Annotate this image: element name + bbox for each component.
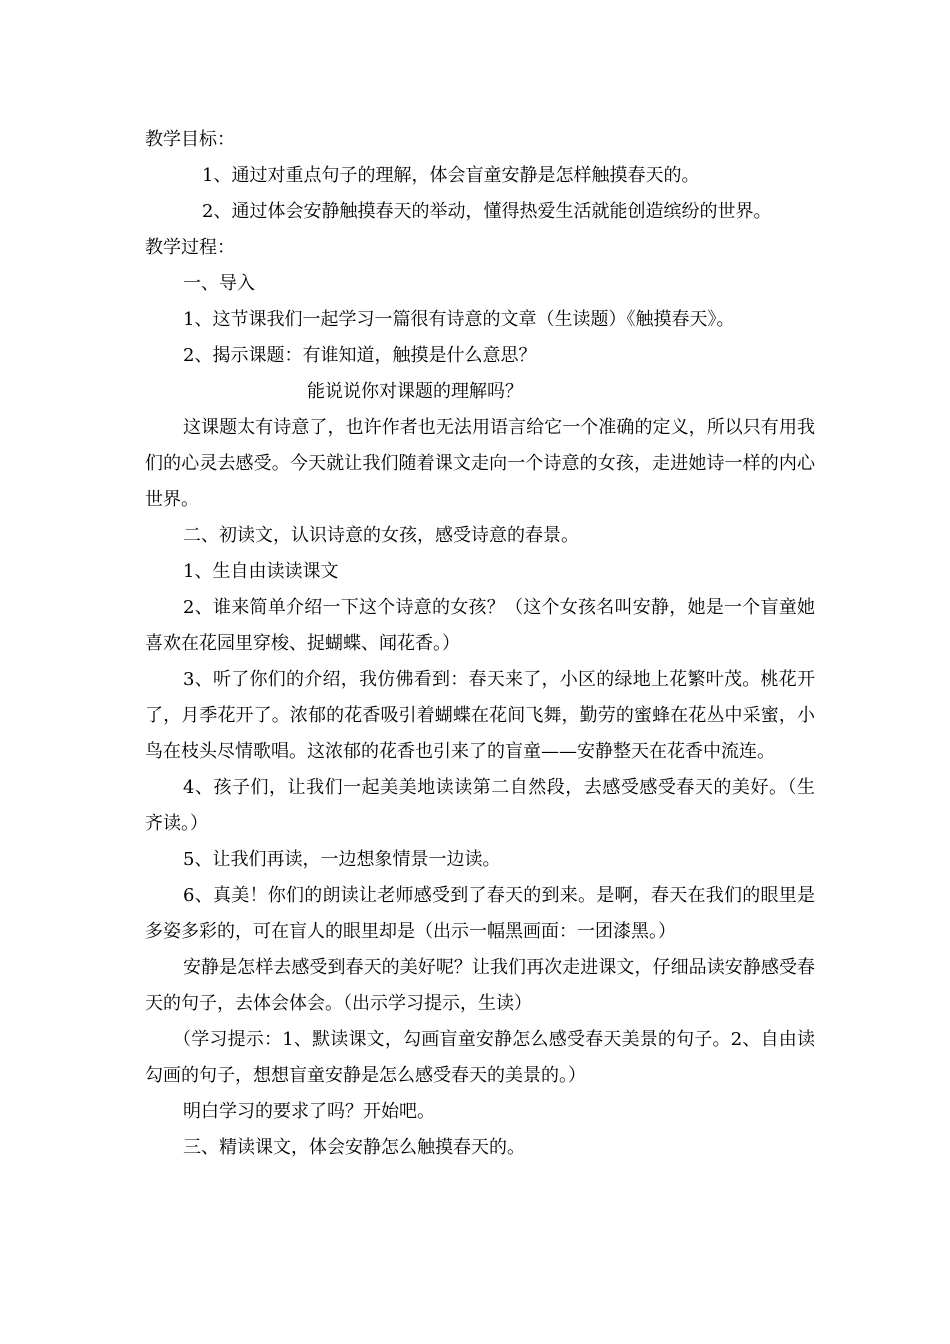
section-2-paragraph-3: 3、听了你们的介绍，我仿佛看到：春天来了，小区的绿地上花繁叶茂。桃花开了，月季花开了。浓郁的花香吸引着蝴蝶在花间飞舞，勤劳的蜜蜂在花丛中采蜜，小鸟在枝头尽情歌唱。这浓郁的花香也引来了的盲童——安静整天在花香中流连。 xyxy=(145,669,815,762)
process-heading: 教学过程： xyxy=(145,237,235,258)
section-2-paragraph-5: 5、让我们再读，一边想象情景一边读。 xyxy=(183,849,501,870)
document-page xyxy=(145,122,815,1166)
section-3-title: 三、精读课文，体会安静怎么触摸春天的。 xyxy=(183,1137,525,1158)
section-1-paragraph-3: 这课题太有诗意了，也许作者也无法用语言给它一个准确的定义，所以只有用我们的心灵去感受。今天就让我们随着课文走向一个诗意的女孩，走进她诗一样的内心世界。 xyxy=(145,417,815,510)
section-2-paragraph-6: 6、真美！你们的朗读让老师感受到了春天的到来。是啊，春天在我们的眼里是多姿多彩的，可在盲人的眼里却是（出示一幅黑画面：一团漆黑。） xyxy=(145,885,815,942)
section-1-paragraph-2: 2、揭示课题：有谁知道，触摸是什么意思？ xyxy=(183,345,537,366)
section-2-title: 二、初读文，认识诗意的女孩，感受诗意的春景。 xyxy=(183,525,579,546)
section-2-paragraph-9: 明白学习的要求了吗？开始吧。 xyxy=(183,1101,435,1122)
section-2-paragraph-2: 2、谁来简单介绍一下这个诗意的女孩？（这个女孩名叫安静，她是一个盲童她喜欢在花园里穿梭、捉蝴蝶、闻花香。） xyxy=(145,597,815,654)
section-2-paragraph-7: 安静是怎样去感受到春天的美好呢？让我们再次走进课文，仔细品读安静感受春天的句子，去体会体会。（出示学习提示，生读） xyxy=(145,957,815,1014)
goal-item-1: 1、通过对重点句子的理解，体会盲童安静是怎样触摸春天的。 xyxy=(202,165,700,186)
goal-item-2: 2、通过体会安静触摸春天的举动，懂得热爱生活就能创造缤纷的世界。 xyxy=(202,201,772,222)
section-1-title: 一、导入 xyxy=(183,273,255,294)
section-2-paragraph-4: 4、孩子们，让我们一起美美地读读第二自然段，去感受感受春天的美好。（生齐读。） xyxy=(145,777,815,834)
goals-heading: 教学目标： xyxy=(145,129,235,150)
section-2-paragraph-8: （学习提示：1、默读课文，勾画盲童安静怎么感受春天美景的句子。2、自由读勾画的句子，想想盲童安静是怎么感受春天的美景的。） xyxy=(145,1029,815,1086)
section-1-paragraph-1: 1、这节课我们一起学习一篇很有诗意的文章（生读题）《触摸春天》。 xyxy=(183,309,735,330)
section-1-paragraph-2b: 能说说你对课题的理解吗？ xyxy=(307,381,523,402)
section-2-paragraph-1: 1、生自由读读课文 xyxy=(183,561,339,582)
